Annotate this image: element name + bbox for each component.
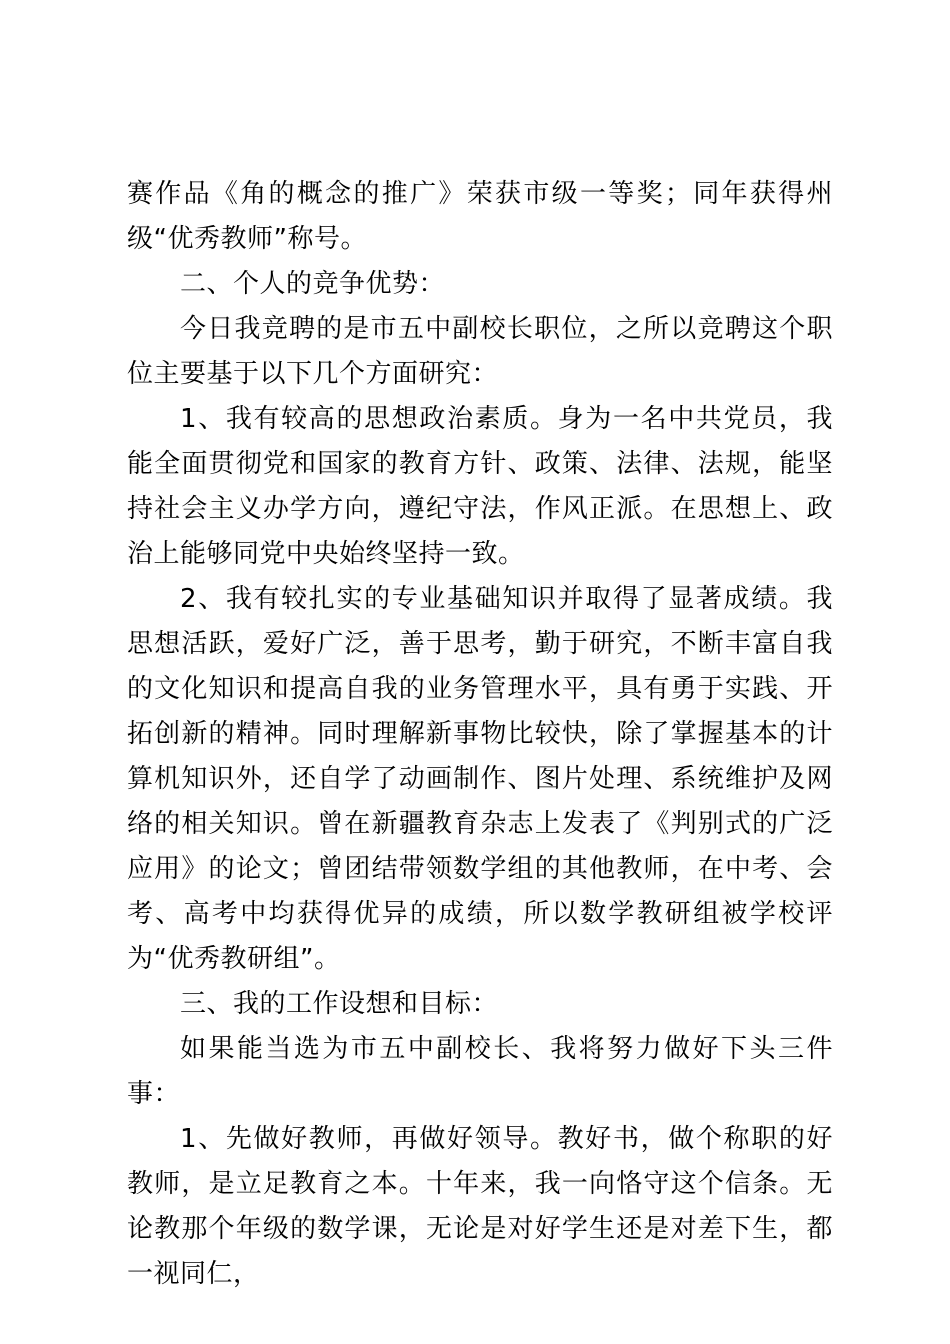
paragraph-three-things: 如果能当选为市五中副校长、我将努力做好下头三件事： xyxy=(127,1034,833,1109)
heading-competitive-advantages: 二、个人的竞争优势： xyxy=(180,269,446,299)
paragraph-teacher-first: 1、先做好教师，再做好领导。教好书，做个称职的好教师，是立足教育之本。十年来，我一向恪守这个信条。无论教那个年级的数学课，无论是对好学生还是对差下生，都一视同仁， xyxy=(127,1124,833,1289)
paragraph-award-continuation: 赛作品《角的概念的推广》荣获市级一等奖；同年获得州级“优秀教师”称号。 xyxy=(127,179,833,254)
document-body xyxy=(127,172,833,1297)
paragraph-position-intro: 今日我竞聘的是市五中副校长职位，之所以竞聘这个职位主要基于以下几个方面研究： xyxy=(127,314,833,389)
heading-work-goals: 三、我的工作设想和目标： xyxy=(180,989,499,1019)
paragraph-political-quality: 1、我有较高的思想政治素质。身为一名中共党员，我能全面贯彻党和国家的教育方针、政策、法律、法规，能坚持社会主义办学方向，遵纪守法，作风正派。在思想上、政治上能够同党中央始终坚持一致。 xyxy=(127,404,833,569)
paragraph-professional-knowledge: 2、我有较扎实的专业基础知识并取得了显著成绩。我思想活跃，爱好广泛，善于思考，勤于研究，不断丰富自我的文化知识和提高自我的业务管理水平，具有勇于实践、开拓创新的精神。同时理解新事物比较快，除了掌握基本的计算机知识外，还自学了动画制作、图片处理、系统维护及网络的相关知识。曾在新疆教育杂志上发表了《判别式的广泛应用》的论文；曾团结带领数学组的其他教师，在中考、会考、高考中均获得优异的成绩，所以数学教研组被学校评为“优秀教研组”。 xyxy=(127,584,833,974)
